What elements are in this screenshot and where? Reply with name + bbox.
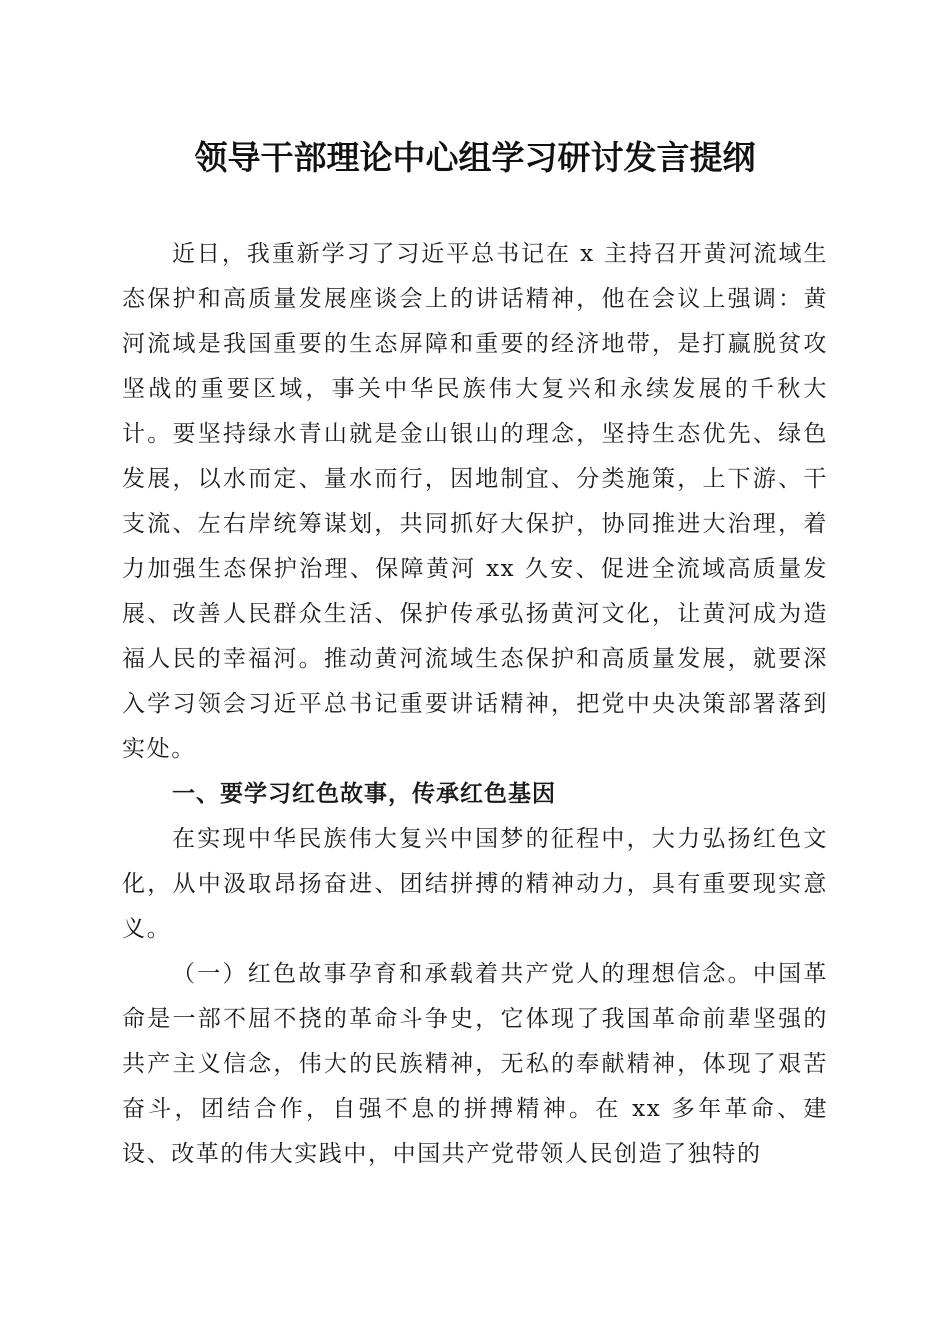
intro-paragraph: 近日，我重新学习了习近平总书记在 x 主持召开黄河流域生态保护和高质量发展座谈会上的讲话精神，他在会议上强调：黄河流域是我国重要的生态屏障和重要的经济地带，是打赢脱贫攻坚战的重要区域，事关中华民族伟大复兴和永续发展的千秋大计。要坚持绿水青山就是金山银山的理念，坚持生态优先、绿色发展，以水而定、量水而行，因地制宜、分类施策，上下游、干支流、左右岸统筹谋划，共同抓好大保护，协同推进大治理，着力加强生态保护治理、保障黄河 xx 久安、促进全流域高质量发展、改善人民群众生活、保护传承弘扬黄河文化，让黄河成为造福人民的幸福河。推动黄河流域生态保护和高质量发展，就要深入学习领会习近平总书记重要讲话精神，把党中央决策部署落到实处。 [122,241,828,762]
subsection-paragraph: （一）红色故事孕育和承载着共产党人的理想信念。中国革命是一部不屈不挠的革命斗争史，它体现了我国革命前辈坚强的共产主义信念，伟大的民族精神，无私的奉献精神，体现了艰苦奋斗，团结合作，自强不息的拼搏精神。在 xx 多年革命、建设、改革的伟大实践中，中国共产党带领人民创造了独特的 [122,961,828,1167]
document-body [122,232,828,1177]
document-title: 领导干部理论中心组学习研讨发言提纲 [194,138,756,177]
section-paragraph: 在实现中华民族伟大复兴中国梦的征程中，大力弘扬红色文化，从中汲取昂扬奋进、团结拼搏的精神动力，具有重要现实意义。 [122,826,828,942]
section-heading: 一、要学习红色故事，传承红色基因 [172,781,556,807]
